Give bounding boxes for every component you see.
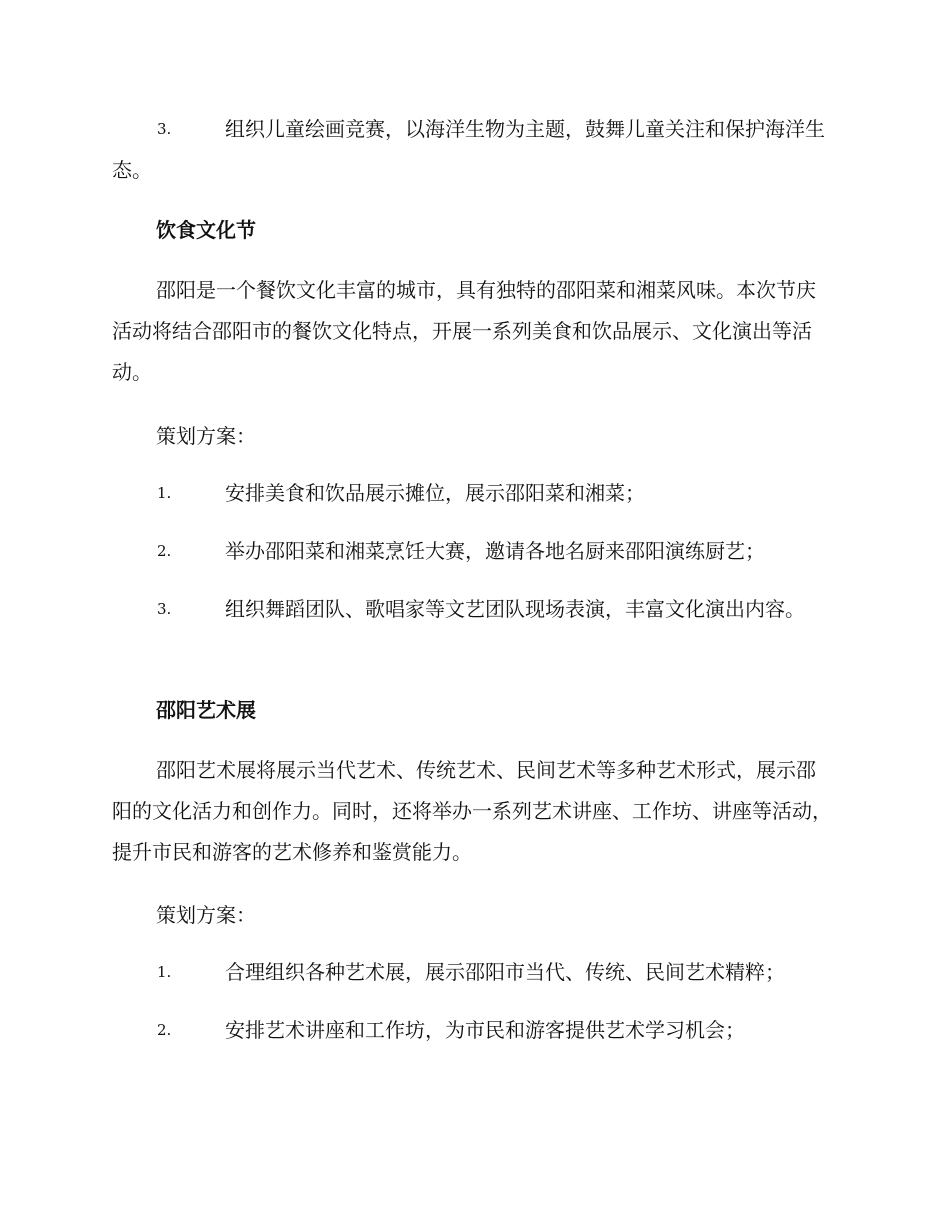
list-number: 2. [157, 542, 172, 560]
section-heading: 饮食文化节 [156, 218, 256, 242]
plan-label: 策划方案： [156, 424, 256, 448]
list-text: 安排美食和饮品展示摊位，展示邵阳菜和湘菜； [225, 481, 645, 505]
paragraph [112, 750, 834, 873]
list-item [112, 109, 834, 191]
list-item [112, 473, 834, 514]
list-item [112, 531, 834, 572]
list-item [112, 1010, 834, 1051]
list-number: 1. [157, 484, 172, 502]
section-heading: 邵阳艺术展 [156, 698, 256, 722]
list-number: 3. [157, 120, 172, 138]
list-number: 1. [157, 963, 172, 981]
list-item [112, 952, 834, 993]
paragraph [112, 270, 834, 393]
list-text: 安排艺术讲座和工作坊，为市民和游客提供艺术学习机会； [225, 1018, 745, 1042]
list-item [112, 589, 834, 630]
paragraph-text: 邵阳是一个餐饮文化丰富的城市，具有独特的邵阳菜和湘菜风味。本次节庆活动将结合邵阳市的餐饮文化特点，开展一系列美食和饮品展示、文化演出等活动。 [112, 278, 816, 384]
paragraph-text: 邵阳艺术展将展示当代艺术、传统艺术、民间艺术等多种艺术形式，展示邵阳的文化活力和创作力。同时，还将举办一系列艺术讲座、工作坊、讲座等活动，提升市民和游客的艺术修养和鉴赏能力。 [112, 758, 832, 864]
list-text: 组织儿童绘画竞赛，以海洋生物为主题，鼓舞儿童关注和保护海洋生态。 [112, 117, 825, 182]
list-text: 合理组织各种艺术展，展示邵阳市当代、传统、民间艺术精粹； [225, 960, 785, 984]
plan-label: 策划方案： [156, 903, 256, 927]
list-text: 组织舞蹈团队、歌唱家等文艺团队现场表演，丰富文化演出内容。 [225, 597, 805, 621]
list-number: 3. [157, 600, 172, 618]
list-number: 2. [157, 1021, 172, 1039]
list-text: 举办邵阳菜和湘菜烹饪大赛，邀请各地名厨来邵阳演练厨艺； [225, 539, 765, 563]
